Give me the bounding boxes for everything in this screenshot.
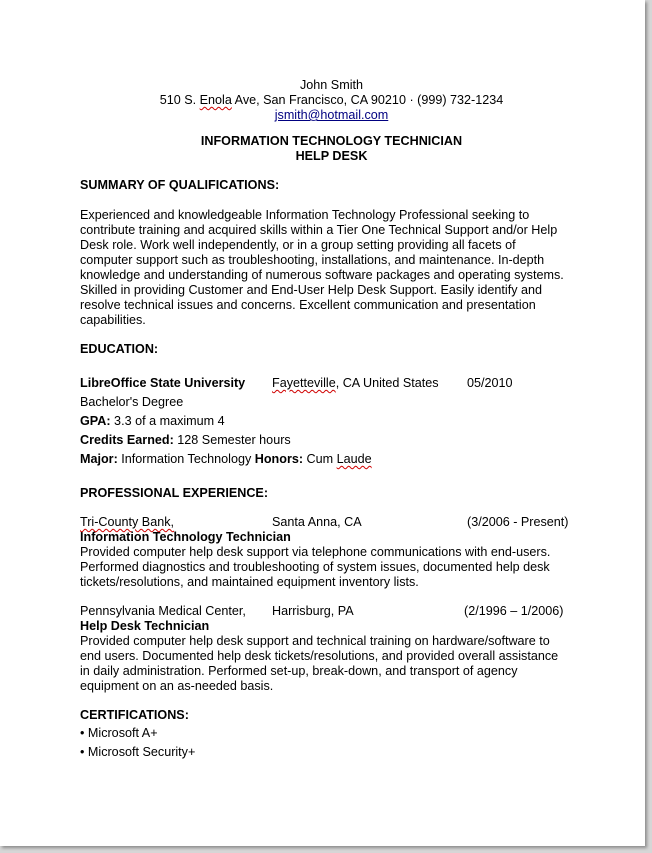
spellcheck-word: Enola (199, 93, 232, 107)
gpa: GPA: 3.3 of a maximum 4 (80, 414, 225, 428)
job-dates: (3/2006 - Present) (467, 515, 569, 529)
job-header-row (80, 515, 580, 530)
education-heading: EDUCATION: (80, 342, 159, 356)
certification-item: • Microsoft Security+ (80, 745, 196, 759)
job-description: Provided computer help desk support and technical training on hardware/software to end users. Documented help desk tickets/resolutions, and provided overall assistance in daily administration. Performed set-up, break-down, and transport of agency equipment on an as-needed basis. (80, 634, 559, 693)
job-title: INFORMATION TECHNOLOGY TECHNICIAN HELP DESK (200, 134, 463, 163)
job-location: Harrisburg, PA (272, 604, 354, 618)
job-location: Santa Anna, CA (272, 515, 362, 529)
employer: Pennsylvania Medical Center, (80, 604, 246, 618)
degree: Bachelor's Degree (80, 395, 184, 409)
graduation-date: 05/2010 (467, 376, 513, 390)
major-honors: Major: Information Technology Honors: Cum Laude (80, 452, 372, 466)
job-dates: (2/1996 – 1/2006) (464, 604, 564, 618)
summary-heading: SUMMARY OF QUALIFICATIONS: (80, 178, 280, 192)
certifications-heading: CERTIFICATIONS: (80, 708, 189, 722)
contact-name: John Smith (300, 78, 363, 92)
job-title: Help Desk Technician (80, 619, 210, 633)
job-header-row (80, 604, 580, 619)
summary-paragraph: Experienced and knowledgeable Information Technology Professional seeking to contribute training and acquired skills within a Tier One Technical Support and/or Help Desk role. Work well independently, or in a group setting providing all facets of computer support such as troubleshooting, installations, and maintenance. In-depth knowledge and understanding of numerous software packages and operating systems. Skilled in providing Customer and End-User Help Desk Support. Easily identify and resolve technical issues and concerns. Excellent communication and presentation capabilities. (80, 208, 564, 327)
contact-block (80, 78, 583, 123)
job-title: Information Technology Technician (80, 530, 291, 544)
job-entry (80, 515, 580, 590)
resume-body (80, 78, 580, 760)
contact-address: 510 S. Enola Ave, San Francisco, CA 90210 · (999) 732-1234 (159, 93, 504, 107)
job-entry (80, 604, 580, 694)
certification-item: • Microsoft A+ (80, 726, 158, 740)
job-description: Provided computer help desk support via telephone communications with end-users. Performed diagnostics and troubleshooting of system issues, documented help desk tickets/resolutions, and maintained equipment inventory lists. (80, 545, 551, 589)
school-location: Fayetteville, CA United States (272, 376, 439, 390)
school-name: LibreOffice State University (80, 376, 246, 390)
employer: Tri-County Bank, (80, 515, 175, 529)
education-school-row (80, 376, 580, 391)
experience-heading: PROFESSIONAL EXPERIENCE: (80, 486, 269, 500)
credits-earned: Credits Earned: 128 Semester hours (80, 433, 291, 447)
email-link[interactable]: jsmith@hotmail.com (274, 108, 389, 122)
